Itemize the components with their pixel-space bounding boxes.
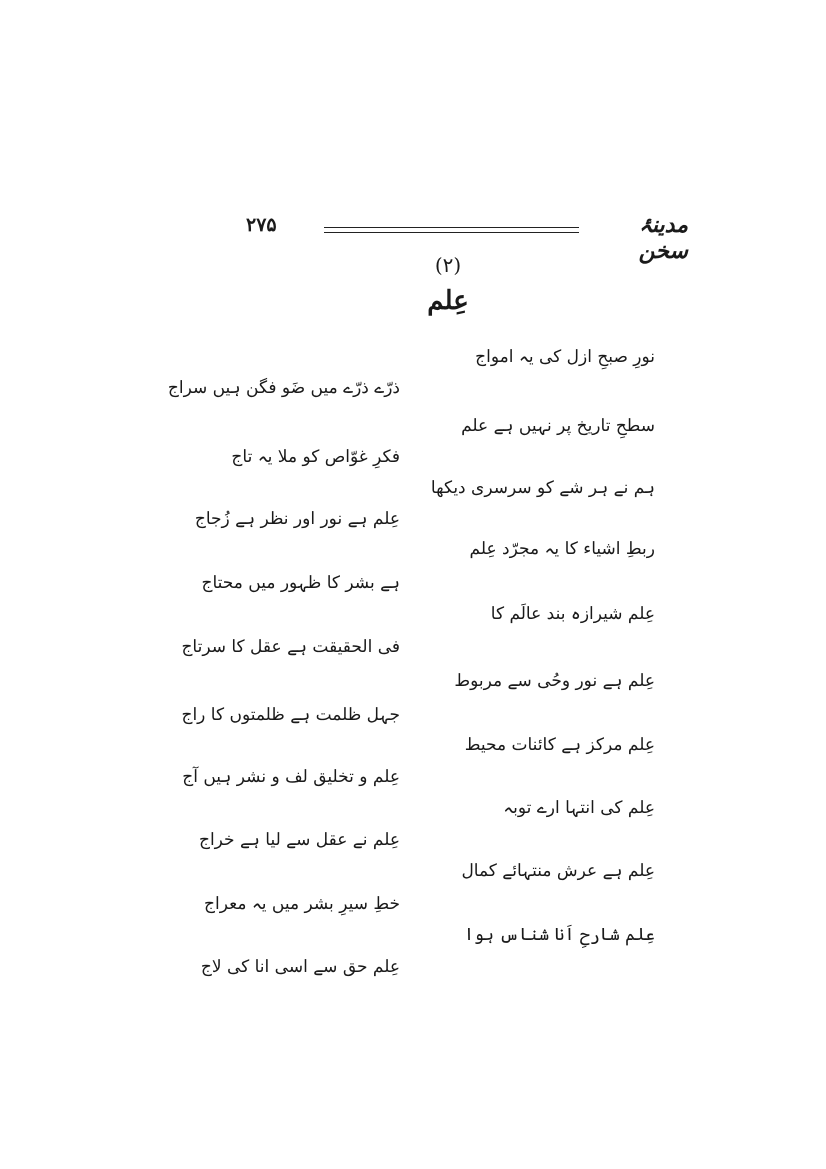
verse-2a: سطحِ تاریخ پر نہیں ہے علم (461, 416, 655, 436)
verse-7a: عِلم مرکز ہے کائنات محیط (464, 735, 655, 755)
verse-6b: جہل ظلمت ہے ظلمتوں کا راج (181, 705, 400, 725)
verse-10b: عِلم حق سے اسی انا کی لاج (200, 957, 400, 977)
verse-5a: عِلم شیرازہ بند عالَم کا (490, 604, 655, 624)
verse-4a: ربطِ اشیاء کا یہ مجرّد عِلم (469, 539, 655, 559)
verse-9a: عِلم ہے عرش منتہائے کمال (461, 861, 655, 881)
header-rule-top (324, 227, 579, 228)
verse-2b: فکرِ غوّاص کو ملا یہ تاج (231, 447, 400, 467)
page-number: ۲۷۵ (246, 214, 277, 236)
verse-8a: عِلم کی انتہا ارے توبہ (503, 798, 655, 818)
verse-3b: عِلم ہے نور اور نظر ہے زُجاج (194, 509, 400, 529)
verse-6a: عِلم ہے نور وحُی سے مربوط (454, 671, 655, 691)
verse-5b: فی الحقیقت ہے عقل کا سرتاج (181, 637, 400, 657)
book-title: مدینۂ سخن (638, 212, 688, 264)
header-rule-bottom (324, 232, 579, 233)
verse-10a: عِلم شارحِ اَنا شناس ہوا (464, 925, 655, 945)
poem-title: عِلم (427, 286, 469, 316)
verse-1b: ذرّے ذرّے میں ضَو فگن ہیں سراج (167, 378, 400, 398)
verse-7b: عِلم و تخلیق لف و نشر ہیں آج (182, 767, 400, 787)
verse-8b: عِلم نے عقل سے لیا ہے خراج (198, 830, 400, 850)
verse-1a: نورِ صبحِ ازل کی یہ امواج (475, 347, 655, 367)
verse-3a: ہم نے ہر شے کو سرسری دیکھا (430, 478, 655, 498)
verse-9b: خطِ سیرِ بشر میں یہ معراج (204, 894, 400, 914)
verse-4b: ہے بشر کا ظہور میں محتاج (201, 573, 400, 593)
poem-number: (۲) (434, 253, 462, 277)
